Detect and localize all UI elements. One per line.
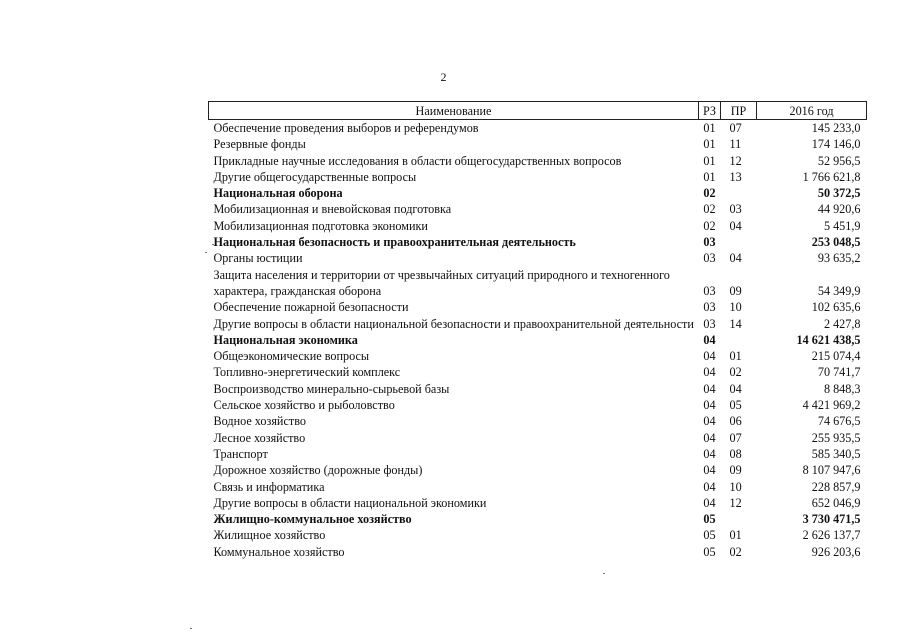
table-row [209,364,867,380]
row-amount: 228 857,9 [811,479,861,494]
table-row [209,495,867,511]
row-subsection-code: 10 [729,300,742,315]
row-name: Органы юстиции [213,251,303,266]
row-subsection-code: 07 [729,430,742,445]
row-amount: 50 372,5 [817,186,861,201]
row-subsection-code: 10 [729,479,742,494]
row-section-code: 01 [703,153,716,168]
row-subsection-code: 08 [729,446,742,461]
row-amount: 93 635,2 [817,251,861,266]
table-row [209,201,867,217]
row-subsection-code: 12 [729,153,742,168]
table-row [209,299,867,315]
row-subsection-code: 02 [729,365,742,380]
table-row [209,218,867,234]
budget-table-container [208,101,866,560]
row-subsection-code: 01 [729,349,742,364]
row-subsection-code: 11 [729,137,742,152]
table-row [209,544,867,560]
scan-speck [603,573,605,574]
row-name: Транспорт [213,446,268,461]
row-subsection-code: 14 [729,316,742,331]
row-section-code: 04 [703,349,716,364]
page-number: 2 [440,70,447,84]
row-name: Топливно-энергетический комплекс [213,365,401,380]
table-row [209,397,867,413]
row-section-code: 04 [703,365,716,380]
row-amount: 2 427,8 [823,316,861,331]
row-name: Национальная оборона [213,186,343,201]
row-section-code: 04 [703,430,716,445]
row-subsection-code: 09 [729,283,742,298]
header-name: Наименование [209,102,699,120]
row-name: Водное хозяйство [213,414,306,429]
row-name: Обеспечение пожарной безопасности [213,300,409,315]
scan-speck [190,628,192,629]
table-row [209,511,867,527]
row-amount: 2 626 137,7 [802,528,861,543]
row-section-code: 01 [703,121,716,135]
table-row [209,430,867,446]
row-subsection-code [721,185,757,201]
row-amount: 8 107 947,6 [802,463,861,478]
table-row [209,413,867,429]
row-name: Мобилизационная и вневойсковая подготовка [213,202,452,217]
row-name: Жилищно-коммунальное хозяйство [213,512,412,527]
row-section-code: 04 [703,381,716,396]
header-year: 2016 год [757,102,867,120]
table-row [209,185,867,201]
row-name: Прикладные научные исследования в области общегосударственных вопросов [213,153,622,168]
budget-table [208,101,867,560]
row-amount: 1 766 621,8 [802,169,861,184]
row-section-code: 03 [703,235,716,250]
row-section-code: 03 [703,283,716,298]
row-section-code: 02 [703,218,716,233]
table-row [209,234,867,250]
row-subsection-code [721,511,757,527]
row-amount: 3 730 471,5 [802,512,861,527]
row-name: Коммунальное хозяйство [213,544,345,559]
row-name: Обеспечение проведения выборов и референдумов [213,121,479,135]
row-amount: 145 233,0 [811,121,861,135]
header-row [209,102,867,120]
scan-speck [205,252,207,253]
row-section-code: 02 [703,186,716,201]
row-subsection-code: 07 [729,121,742,135]
row-subsection-code: 04 [729,381,742,396]
table-body [209,120,867,561]
table-row [209,479,867,495]
row-subsection-code: 03 [729,202,742,217]
row-name: Воспроизводство минерально-сырьевой базы [213,381,450,396]
row-amount: 5 451,9 [823,218,861,233]
row-name: Национальная безопасность и правоохранительная деятельность [213,235,576,250]
row-name: Сельское хозяйство и рыболовство [213,398,395,413]
row-section-code: 04 [703,414,716,429]
row-section-code: 05 [703,544,716,559]
table-row [209,136,867,152]
row-section-code: 01 [703,169,716,184]
row-amount: 926 203,6 [811,544,861,559]
row-section-code: 01 [703,137,716,152]
row-amount: 102 635,6 [811,300,861,315]
row-subsection-code: 06 [729,414,742,429]
row-amount: 8 848,3 [823,381,861,396]
row-amount: 52 956,5 [817,153,861,168]
row-subsection-code: 05 [729,398,742,413]
row-name: Другие общегосударственные вопросы [213,169,417,184]
row-name: Жилищное хозяйство [213,528,326,543]
table-row [209,446,867,462]
row-name: Национальная экономика [213,332,358,347]
row-subsection-code: 09 [729,463,742,478]
table-row [209,527,867,543]
row-section-code: 03 [703,251,716,266]
row-section-code: 02 [703,202,716,217]
table-header [209,102,867,120]
row-name: Мобилизационная подготовка экономики [213,218,428,233]
row-amount: 652 046,9 [811,495,861,510]
row-section-code: 03 [703,300,716,315]
table-row [209,153,867,169]
row-name: Лесное хозяйство [213,430,306,445]
row-subsection-code: 12 [729,495,742,510]
row-name: Общеэкономические вопросы [213,349,370,364]
table-row [209,120,867,137]
table-row [209,250,867,266]
row-section-code: 04 [703,332,716,347]
header-pr: ПР [721,102,757,120]
row-name: Защита населения и территории от чрезвычайных ситуаций природного и техногенного характера, гражданская оборона [213,267,670,298]
row-section-code: 04 [703,495,716,510]
row-name: Другие вопросы в области национальной безопасности и правоохранительной деятельности [213,316,694,331]
row-amount: 4 421 969,2 [802,398,861,413]
row-amount: 585 340,5 [811,446,861,461]
row-amount: 54 349,9 [817,283,861,298]
table-row [209,381,867,397]
row-section-code: 05 [703,528,716,543]
row-subsection-code [721,234,757,250]
row-section-code: 04 [703,479,716,494]
table-row [209,332,867,348]
row-amount: 215 074,4 [811,349,861,364]
row-name: Дорожное хозяйство (дорожные фонды) [213,463,423,478]
row-amount: 74 676,5 [817,414,861,429]
scan-speck [212,244,214,245]
row-name: Резервные фонды [213,137,306,152]
row-subsection-code: 13 [729,169,742,184]
row-amount: 253 048,5 [811,235,861,250]
row-subsection-code: 01 [729,528,742,543]
row-subsection-code: 04 [729,218,742,233]
row-amount: 70 741,7 [817,365,861,380]
table-row [209,267,867,300]
table-row [209,462,867,478]
row-amount: 174 146,0 [811,137,861,152]
table-row [209,169,867,185]
row-section-code: 04 [703,398,716,413]
row-amount: 255 935,5 [811,430,861,445]
row-subsection-code: 04 [729,251,742,266]
row-subsection-code: 02 [729,544,742,559]
row-section-code: 04 [703,446,716,461]
row-section-code: 05 [703,512,716,527]
row-section-code: 03 [703,316,716,331]
row-amount: 14 621 438,5 [796,332,861,347]
row-subsection-code [721,332,757,348]
row-name: Связь и информатика [213,479,325,494]
table-row [209,348,867,364]
row-amount: 44 920,6 [817,202,861,217]
header-rz: РЗ [699,102,721,120]
row-section-code: 04 [703,463,716,478]
row-name: Другие вопросы в области национальной экономики [213,495,487,510]
table-row [209,316,867,332]
